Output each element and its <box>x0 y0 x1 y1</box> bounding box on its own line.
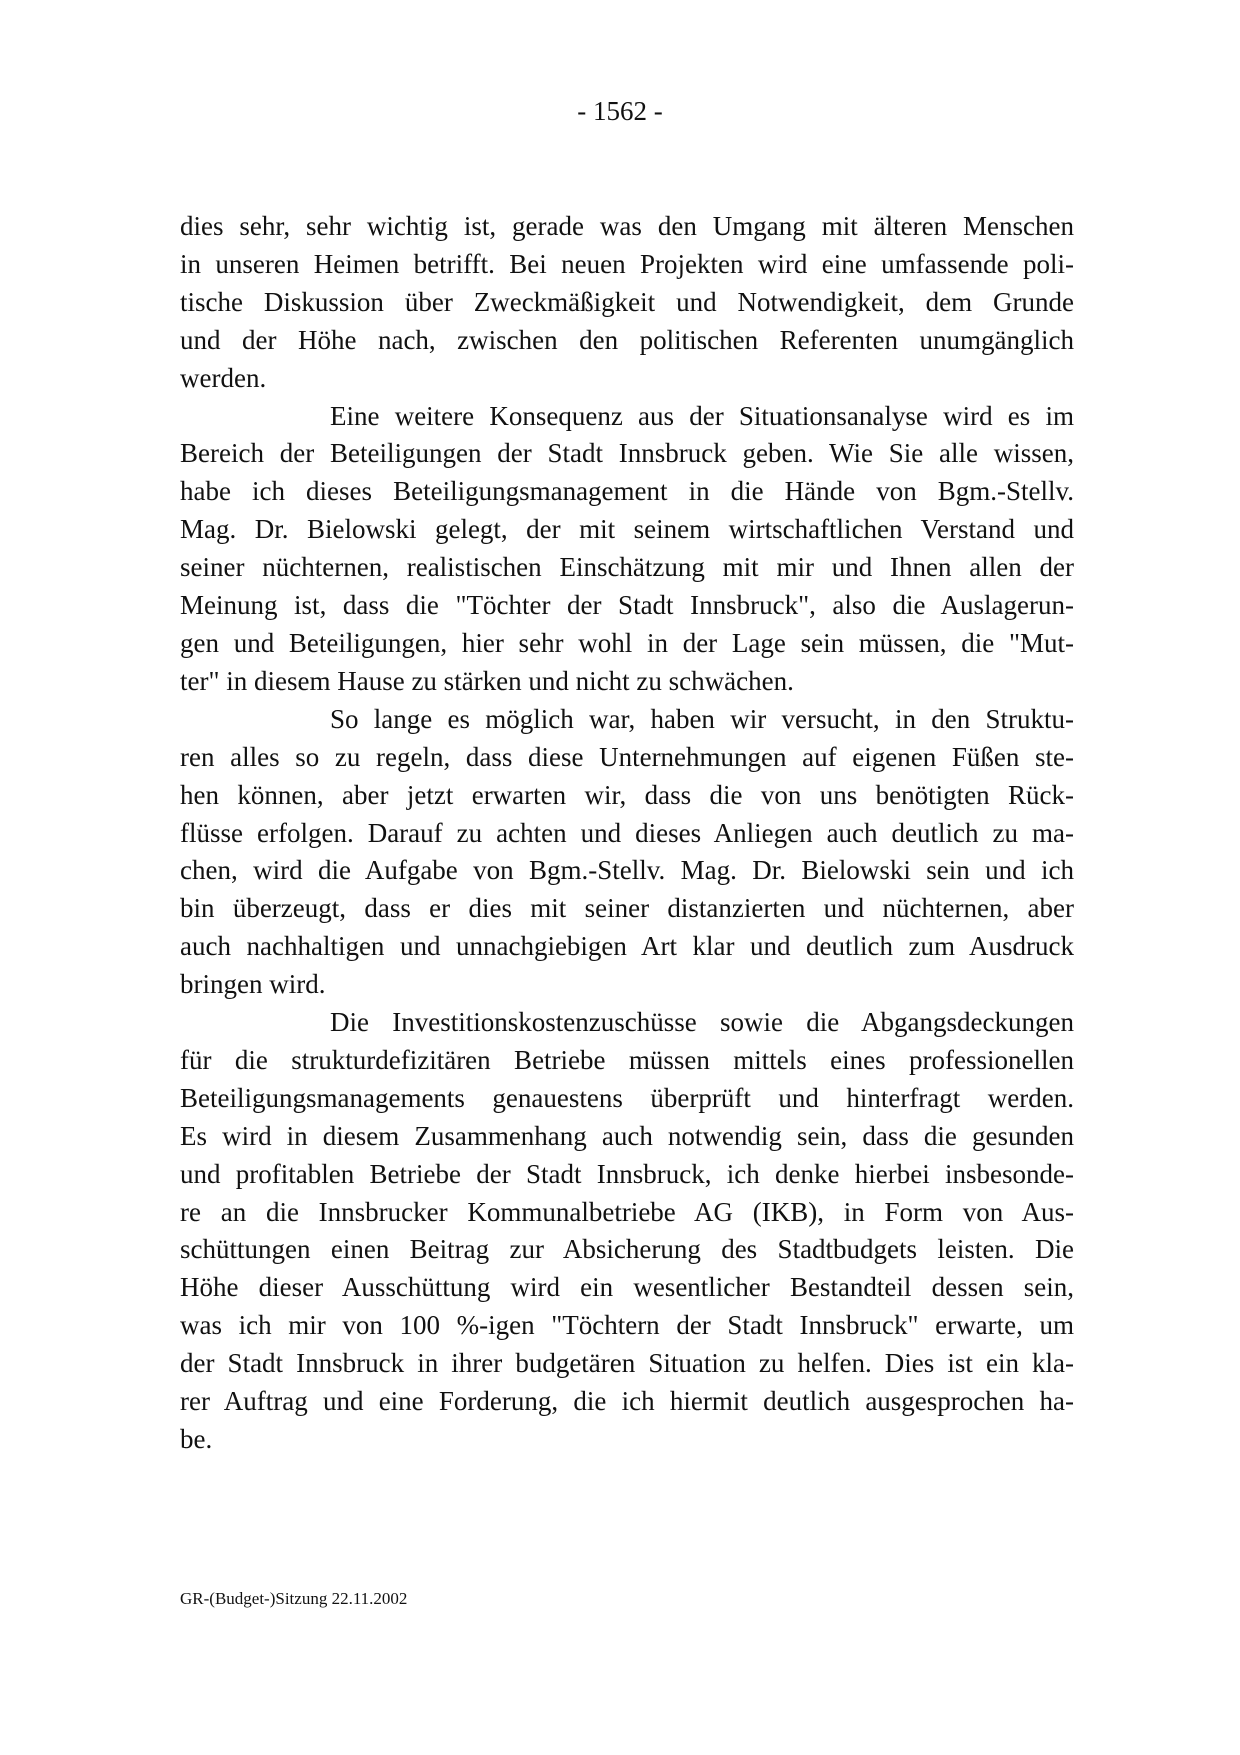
text-line: gen und Beteiligungen, hier sehr wohl in der Lage sein müssen, die "Mut- <box>180 627 1074 658</box>
text-line: ren alles so zu regeln, dass diese Unternehmungen auf eigenen Füßen ste- <box>180 741 1074 772</box>
text-line: in unseren Heimen betrifft. Bei neuen Projekten wird eine umfassende poli- <box>180 248 1074 279</box>
text-line: was ich mir von 100 %-igen "Töchtern der Stadt Innsbruck" erwarte, um <box>180 1310 1074 1341</box>
text-line: der Stadt Innsbruck in ihrer budgetären Situation zu helfen. Dies ist ein kla- <box>180 1348 1074 1379</box>
body-text <box>180 208 1074 1459</box>
text-line: Höhe dieser Ausschüttung wird ein wesentlicher Bestandteil dessen sein, <box>180 1272 1074 1303</box>
text-line: flüsse erfolgen. Darauf zu achten und dieses Anliegen auch deutlich zu ma- <box>180 817 1074 848</box>
text-line: seiner nüchternen, realistischen Einschätzung mit mir und Ihnen allen der <box>180 552 1074 583</box>
text-line: habe ich dieses Beteiligungsmanagement in die Hände von Bgm.-Stellv. <box>180 476 1074 507</box>
footer-session-date: GR-(Budget-)Sitzung 22.11.2002 <box>180 1589 408 1608</box>
paragraph-4 <box>180 1004 1074 1459</box>
page-number: - 1562 - <box>577 96 663 126</box>
text-line: für die strukturdefizitären Betriebe müssen mittels eines professionellen <box>180 1044 1074 1075</box>
text-line: re an die Innsbrucker Kommunalbetriebe AG (IKB), in Form von Aus- <box>180 1196 1074 1227</box>
text-line: Es wird in diesem Zusammenhang auch notwendig sein, dass die gesunden <box>180 1120 1074 1151</box>
text-line: bin überzeugt, dass er dies mit seiner distanzierten und nüchternen, aber <box>180 893 1074 924</box>
paragraph-3 <box>180 701 1074 1004</box>
text-line: Eine weitere Konsequenz aus der Situationsanalyse wird es im <box>330 400 1074 431</box>
text-line: schüttungen einen Beitrag zur Absicherung des Stadtbudgets leisten. Die <box>180 1234 1074 1265</box>
text-line: dies sehr, sehr wichtig ist, gerade was den Umgang mit älteren Menschen <box>180 211 1074 241</box>
text-line: Bereich der Beteiligungen der Stadt Innsbruck geben. Wie Sie alle wissen, <box>180 438 1074 469</box>
text-line: Die Investitionskostenzuschüsse sowie die Abgangsdeckungen <box>330 1007 1074 1038</box>
text-line: So lange es möglich war, haben wir versucht, in den Struktu- <box>330 703 1074 734</box>
text-line: und profitablen Betriebe der Stadt Innsbruck, ich denke hierbei insbesonde- <box>180 1158 1074 1189</box>
text-line: bringen wird. <box>180 969 326 1000</box>
text-line: auch nachhaltigen und unnachgiebigen Art klar und deutlich zum Ausdruck <box>180 931 1074 962</box>
paragraph-1 <box>180 208 1074 398</box>
text-line: rer Auftrag und eine Forderung, die ich hiermit deutlich ausgesprochen ha- <box>180 1386 1074 1417</box>
text-line: be. <box>180 1424 213 1454</box>
text-line: Mag. Dr. Bielowski gelegt, der mit seinem wirtschaftlichen Verstand und <box>180 514 1074 545</box>
text-line: hen können, aber jetzt erwarten wir, dass die von uns benötigten Rück- <box>180 779 1074 810</box>
text-line: Meinung ist, dass die "Töchter der Stadt Innsbruck", also die Auslagerun- <box>180 590 1074 621</box>
text-line: und der Höhe nach, zwischen den politischen Referenten unumgänglich <box>180 324 1074 355</box>
text-line: ter" in diesem Hause zu stärken und nicht zu schwächen. <box>180 665 794 696</box>
text-line: werden. <box>180 362 267 393</box>
text-line: Beteiligungsmanagements genauestens überprüft und hinterfragt werden. <box>180 1082 1074 1113</box>
paragraph-2 <box>180 398 1074 701</box>
text-line: tische Diskussion über Zweckmäßigkeit und Notwendigkeit, dem Grunde <box>180 286 1074 317</box>
text-line: chen, wird die Aufgabe von Bgm.-Stellv. Mag. Dr. Bielowski sein und ich <box>180 855 1074 886</box>
